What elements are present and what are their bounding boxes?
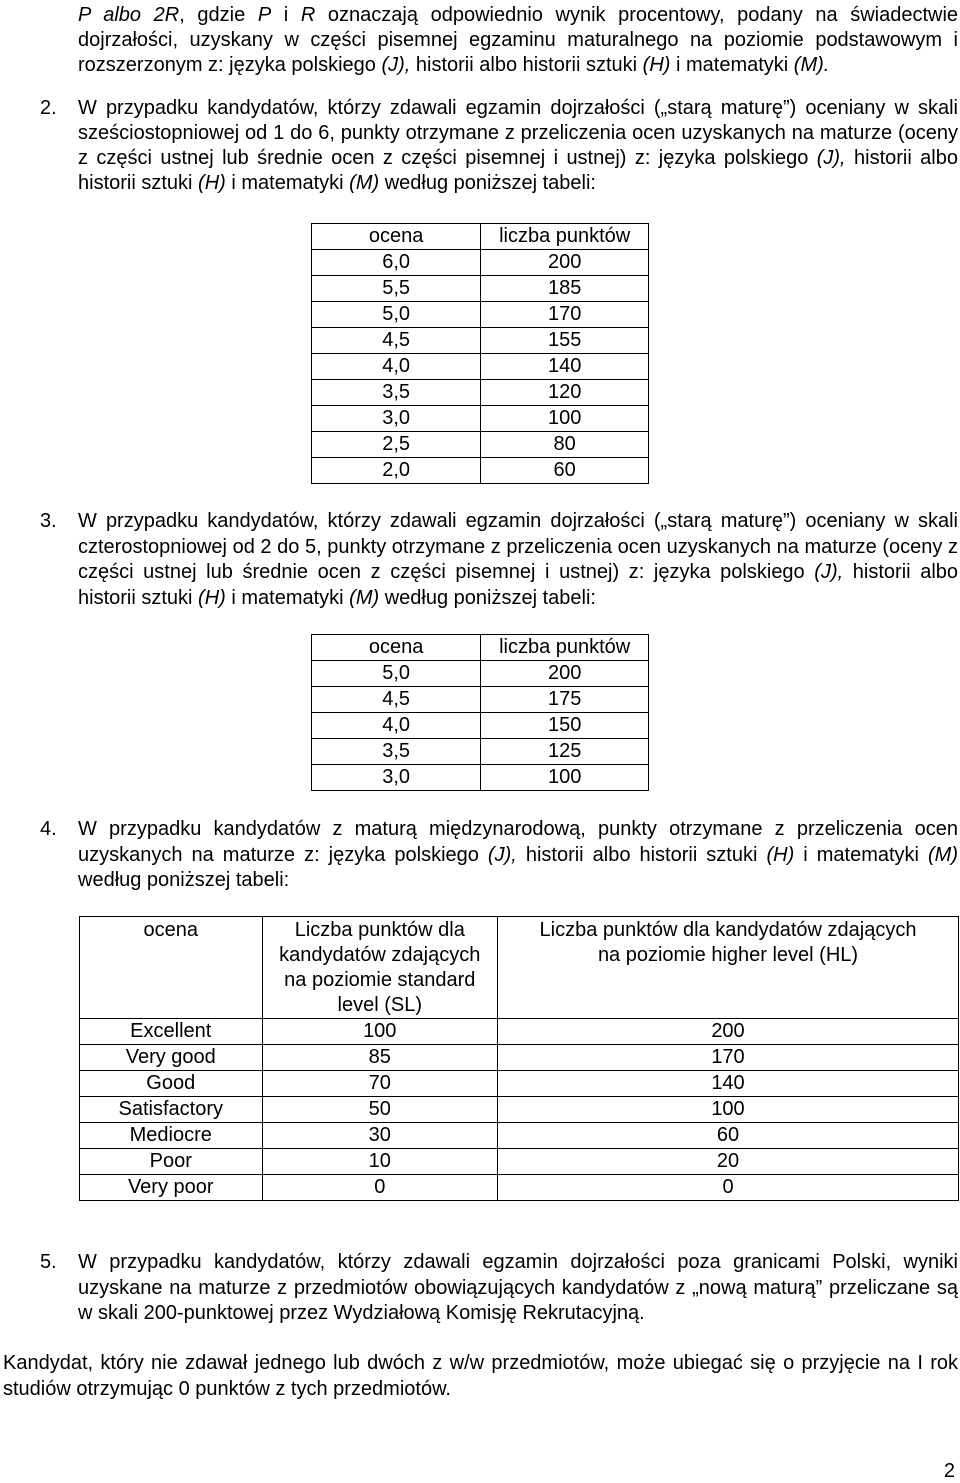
subject-symbol: (J),	[814, 561, 844, 584]
section-text-part: historii albo historii sztuki	[78, 561, 959, 609]
table-cell: Mediocre	[80, 1123, 263, 1149]
table-cell: 200	[481, 250, 649, 276]
formula-variable: P albo 2R	[78, 4, 180, 26]
subject-symbol: (M)	[349, 586, 380, 609]
grade-table-six-point	[311, 223, 649, 484]
subject-symbol: (H)	[766, 843, 795, 866]
table-cell: 100	[481, 406, 649, 432]
table-row	[80, 1175, 959, 1201]
table-cell: 85	[262, 1045, 498, 1071]
table-cell: 5,0	[312, 302, 481, 328]
table-cell: 120	[481, 380, 649, 406]
intro-text: historii albo historii sztuki	[410, 54, 643, 76]
section-text-part: według poniższej tabeli:	[379, 586, 596, 609]
subject-symbol: (H)	[198, 172, 226, 194]
section-text-part: i matematyki	[225, 172, 350, 194]
intro-text: i matematyki	[670, 54, 794, 76]
subject-symbol: (J),	[816, 147, 846, 169]
subject-symbol: (J),	[487, 843, 517, 866]
table-row	[80, 1071, 959, 1097]
column-header: liczba punktów	[481, 635, 649, 661]
table-cell: 4,0	[312, 713, 481, 739]
column-header: Liczba punktów dla kandydatów zdających na poziomie higher level (HL)	[498, 917, 959, 1019]
table-row	[80, 1123, 959, 1149]
table-cell: 100	[481, 765, 649, 791]
formula-variable: R	[300, 4, 316, 26]
table-cell: 6,0	[312, 250, 481, 276]
table-row	[80, 1045, 959, 1071]
table-cell: 60	[498, 1123, 959, 1149]
table-cell: 125	[481, 739, 649, 765]
column-header: Liczba punktów dla kandydatów zdających na poziomie standard level (SL)	[262, 917, 498, 1019]
table-cell: Poor	[80, 1149, 263, 1175]
table-cell: 50	[262, 1097, 498, 1123]
intro-text: , gdzie	[179, 4, 258, 26]
table-header-row	[80, 917, 959, 1019]
section-text-part: i matematyki	[794, 843, 929, 866]
table-row	[80, 1149, 959, 1175]
table-cell: Very poor	[80, 1175, 263, 1201]
section-number: 4.	[40, 818, 57, 840]
table-row	[312, 276, 649, 302]
table-row	[312, 380, 649, 406]
section-text-part: historii albo historii sztuki	[516, 843, 767, 866]
table-cell: 170	[481, 302, 649, 328]
table-cell: 5,5	[312, 276, 481, 302]
table-row	[312, 406, 649, 432]
formula-variable: P	[257, 4, 272, 26]
table-cell: 10	[262, 1149, 498, 1175]
table-cell: 2,0	[312, 458, 481, 484]
grade-table-four-point	[311, 634, 649, 791]
table-cell: 70	[262, 1071, 498, 1097]
table-cell: Good	[80, 1071, 263, 1097]
table-cell: 60	[481, 458, 649, 484]
column-header: ocena	[80, 917, 263, 1019]
intro-paragraph	[78, 3, 958, 78]
table-cell: 150	[481, 713, 649, 739]
table-cell: 140	[498, 1071, 959, 1097]
section-text-part: historii albo historii sztuki	[78, 147, 958, 194]
table-row	[312, 739, 649, 765]
table-cell: 3,0	[312, 406, 481, 432]
column-header: liczba punktów	[481, 224, 649, 250]
table-cell: 3,5	[312, 739, 481, 765]
section-text-part: W przypadku kandydatów, którzy zdawali egzamin dojrzałości („starą maturę”) oceniany w skali sześciostopniowej od 1 do 6, punkty otrzymane z przeliczenia ocen uzyskanych na maturze (oceny z części ustnej lub średnie ocen z części pisemnej i ustnej) z: języka polskiego	[78, 97, 958, 169]
closing-paragraph: Kandydat, który nie zdawał jednego lub dwóch z w/w przedmiotów, może ubiegać się o przyjęcie na I rok studiów otrzymując 0 punktów z tych przedmiotów.	[3, 1352, 958, 1400]
column-header: ocena	[312, 224, 481, 250]
table-cell: 0	[262, 1175, 498, 1201]
table-cell: 2,5	[312, 432, 481, 458]
subject-symbol: (H)	[642, 54, 671, 76]
intro-text: i	[271, 4, 301, 26]
table-cell: 80	[481, 432, 649, 458]
table-header-row	[312, 224, 649, 250]
table-row	[312, 302, 649, 328]
table-row	[80, 1097, 959, 1123]
table-row	[312, 432, 649, 458]
table-cell: 100	[498, 1097, 959, 1123]
table-row	[312, 765, 649, 791]
table-header-row	[312, 635, 649, 661]
table-cell: 3,5	[312, 380, 481, 406]
table-cell: 4,0	[312, 354, 481, 380]
section-number: 3.	[40, 510, 57, 532]
table-row	[312, 328, 649, 354]
table-cell: 175	[481, 687, 649, 713]
table-cell: 200	[481, 661, 649, 687]
subject-symbol: (H)	[198, 586, 226, 609]
table-row	[312, 661, 649, 687]
table-cell: 0	[498, 1175, 959, 1201]
table-cell: 5,0	[312, 661, 481, 687]
subject-symbol: (M)	[928, 843, 958, 866]
table-cell: 3,0	[312, 765, 481, 791]
table-cell: Very good	[80, 1045, 263, 1071]
table-cell: 100	[262, 1019, 498, 1045]
table-cell: 4,5	[312, 687, 481, 713]
section-number: 5.	[40, 1251, 57, 1273]
section-text-part: według poniższej tabeli:	[78, 869, 290, 892]
table-cell: Satisfactory	[80, 1097, 263, 1123]
table-cell: 4,5	[312, 328, 481, 354]
table-row	[80, 1019, 959, 1045]
section-text-part: według poniższej tabeli:	[379, 172, 596, 194]
section-text-part: W przypadku kandydatów, którzy zdawali egzamin dojrzałości („starą maturę”) oceniany w skali czterostopniowej od 2 do 5, punkty otrzymane z przeliczenia ocen uzyskanych na maturze (oceny z części ustnej lub średnie ocen z części pisemnej i ustnej) z: języka polskiego	[78, 510, 958, 584]
table-row	[312, 458, 649, 484]
column-header: ocena	[312, 635, 481, 661]
table-cell: 185	[481, 276, 649, 302]
section-text	[78, 817, 958, 894]
table-cell: 140	[481, 354, 649, 380]
table-cell: 30	[262, 1123, 498, 1149]
section-text-part: W przypadku kandydatów z maturą międzynarodową, punkty otrzymane z przeliczenia ocen uzyskanych na maturze z: języka polskiego	[78, 818, 958, 866]
section-text	[78, 96, 958, 196]
table-row	[312, 354, 649, 380]
section-text: W przypadku kandydatów, którzy zdawali egzamin dojrzałości poza granicami Polski, wyniki uzyskane na maturze z przedmiotów obowiązujących kandydatów z „nową maturą” przeliczane są w skali 200-punktowej przez Wydziałową Komisję Rekrutacyjną.	[78, 1251, 958, 1325]
table-row	[312, 687, 649, 713]
page-number: 2	[943, 1460, 955, 1482]
table-cell: 200	[498, 1019, 959, 1045]
table-row	[312, 713, 649, 739]
subject-symbol: (M)	[349, 172, 380, 194]
table-cell: 20	[498, 1149, 959, 1175]
subject-symbol: (J),	[381, 54, 411, 76]
table-cell: 155	[481, 328, 649, 354]
intro-text: oznaczają odpowiednio wynik procentowy, podany na świadectwie dojrzałości, uzyskany w części pisemnej egzaminu maturalnego na poziomie podstawowym i rozszerzonym z: języka polskiego	[78, 4, 959, 76]
section-text	[78, 509, 958, 611]
table-cell: 170	[498, 1045, 959, 1071]
grade-table-international	[79, 916, 959, 1201]
section-number: 2.	[40, 97, 57, 119]
subject-symbol: (M).	[793, 54, 830, 76]
table-cell: Excellent	[80, 1019, 263, 1045]
table-row	[312, 250, 649, 276]
section-text-part: i matematyki	[225, 586, 350, 609]
